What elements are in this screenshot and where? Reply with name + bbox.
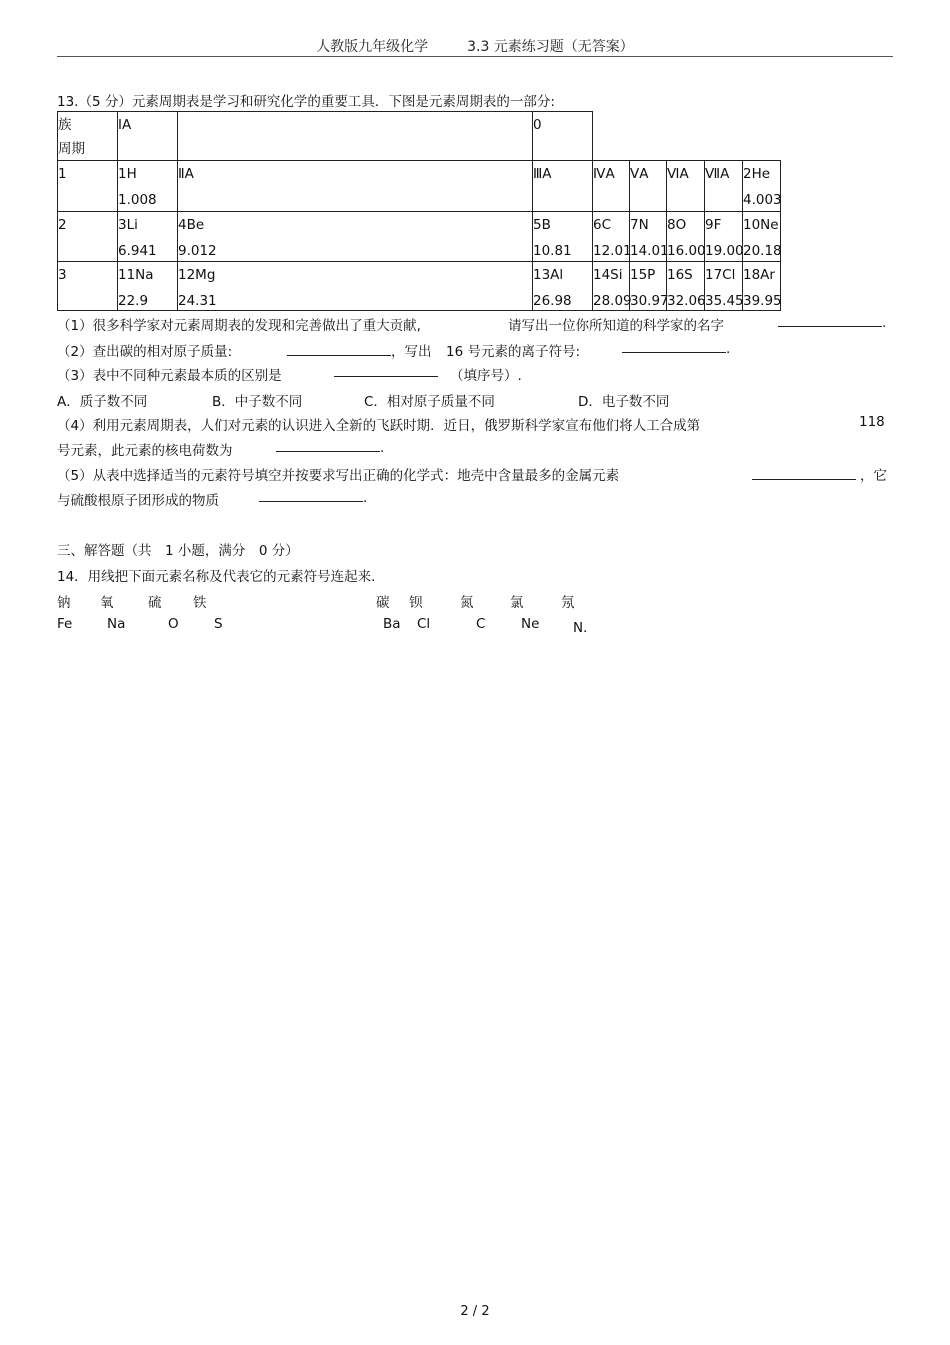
q13-part1 xyxy=(57,314,421,334)
q14-name: 碳 xyxy=(376,595,390,611)
element-mass: 22.9 xyxy=(118,293,149,309)
element-symbol: 4Be xyxy=(178,217,205,233)
element-cell-s xyxy=(666,261,705,311)
group-label: ⅢA xyxy=(533,166,552,182)
q13-title: 13.（5 分）元素周期表是学习和研究化学的重要工具．下图是元素周期表的一部分: xyxy=(57,94,555,110)
answer-blank-4[interactable] xyxy=(334,364,438,381)
group-label: ⅤA xyxy=(630,166,649,182)
q14-name: 铁 xyxy=(193,595,207,611)
group-head-zero xyxy=(532,111,593,161)
element-cell-si xyxy=(592,261,630,311)
element-symbol: 9F xyxy=(705,217,722,233)
element-symbol: 14Si xyxy=(593,267,623,283)
answer-line[interactable] xyxy=(287,343,391,356)
q13-part1-prompt: 请写出一位你所知道的科学家的名字 xyxy=(508,318,724,334)
element-symbol: 18Ar xyxy=(743,267,775,283)
q13-part4-b: 号元素，此元素的核电荷数为 xyxy=(57,443,233,459)
group-label-iia: ⅡA xyxy=(178,166,194,182)
q13-part1-text: （1）很多科学家对元素周期表的发现和完善做出了重大贡献, xyxy=(57,318,421,334)
element-cell-li xyxy=(117,211,178,262)
q13-part2-c xyxy=(446,340,580,360)
element-mass: 30.97 xyxy=(630,293,669,309)
period-2 xyxy=(57,211,118,262)
period-label: 3 xyxy=(58,267,67,283)
group-label: ⅦA xyxy=(705,166,730,182)
element-cell-n xyxy=(629,211,667,262)
element-symbol: 2He xyxy=(743,166,771,182)
element-symbol: 7N xyxy=(630,217,649,233)
period-label: 1 xyxy=(58,166,67,182)
element-mass: 16.00 xyxy=(667,243,706,259)
answer-line[interactable] xyxy=(334,364,438,377)
q14-symbol: Cl xyxy=(417,616,431,632)
q14-title: 14．用线把下面元素名称及代表它的元素符号连起来. xyxy=(57,569,376,585)
q14-symbol: S xyxy=(214,616,223,632)
answer-blank-1[interactable] xyxy=(778,314,886,331)
answer-line[interactable] xyxy=(276,439,380,452)
page-number: 2 / 2 xyxy=(460,1304,490,1319)
corner-top: 族 xyxy=(58,117,72,133)
element-symbol: 15P xyxy=(630,267,656,283)
element-mass: 39.95 xyxy=(743,293,782,309)
q14-name: 硫 xyxy=(148,595,162,611)
element-mass: 10.81 xyxy=(533,243,572,259)
answer-line[interactable] xyxy=(259,489,363,502)
q14-name: 氮 xyxy=(460,595,474,611)
element-symbol: 13Al xyxy=(533,267,564,283)
element-cell-be xyxy=(177,211,533,262)
element-mass: 24.31 xyxy=(178,293,217,309)
element-mass: 19.00 xyxy=(705,243,744,259)
q13-part3-b xyxy=(450,364,522,384)
q13-part5-b: 与硫酸根原子团形成的物质 xyxy=(57,493,219,509)
period-label: 2 xyxy=(58,217,67,233)
group-head-va xyxy=(629,160,667,212)
answer-blank-5[interactable] xyxy=(276,439,384,456)
element-symbol: 6C xyxy=(593,217,612,233)
element-symbol: 3Li xyxy=(118,217,138,233)
group-head-viia xyxy=(704,160,743,212)
group-label-ia: ⅠA xyxy=(118,117,132,133)
element-mass: 6.941 xyxy=(118,243,157,259)
q14-symbol: O xyxy=(168,616,179,632)
corner-bottom: 周期 xyxy=(58,141,85,157)
q14-symbol: C xyxy=(476,616,486,632)
element-symbol: 8O xyxy=(667,217,687,233)
q13-part3 xyxy=(57,364,282,384)
element-symbol: 12Mg xyxy=(178,267,216,283)
element-cell-ne xyxy=(742,211,781,262)
group-head-via xyxy=(666,160,705,212)
element-cell-c xyxy=(592,211,630,262)
element-symbol: 1H xyxy=(118,166,137,182)
q13-part2 xyxy=(57,340,232,360)
element-mass: 28.09 xyxy=(593,293,632,309)
answer-line[interactable] xyxy=(622,340,726,353)
page-header xyxy=(0,36,950,56)
header-right: 3.3 元素练习题（无答案） xyxy=(467,39,634,55)
group-label: ⅥA xyxy=(667,166,689,182)
q14-name: 氧 xyxy=(100,595,114,611)
table-corner xyxy=(57,111,118,161)
element-mass: 12.01 xyxy=(593,243,632,259)
q14-name: 钡 xyxy=(409,595,423,611)
element-mass: 9.012 xyxy=(178,243,217,259)
q13-part2-prompt: 16 号元素的离子符号: xyxy=(446,344,581,360)
period-mark: . xyxy=(380,440,385,456)
header-rule xyxy=(57,56,893,57)
q14-name: 氖 xyxy=(561,595,575,611)
element-cell-na xyxy=(117,261,178,311)
q13-part3-text: （3）表中不同种元素最本质的区别是 xyxy=(57,368,282,384)
option-a[interactable]: A．质子数不同 xyxy=(57,394,148,410)
answer-blank-6[interactable] xyxy=(752,464,887,484)
q14-name: 氯 xyxy=(510,595,524,611)
element-cell-b xyxy=(532,211,593,262)
element-cell-h xyxy=(117,160,178,212)
group-head-iia xyxy=(177,160,533,212)
period-1 xyxy=(57,160,118,212)
q14-symbol: Na xyxy=(107,616,126,632)
q14-name: 钠 xyxy=(57,595,71,611)
q14-symbol: Ba xyxy=(383,616,401,632)
group-label: ⅣA xyxy=(593,166,615,182)
period-mark: . xyxy=(882,315,887,331)
q13-part4: （4）利用元素周期表，人们对元素的认识进入全新的飞跃时期．近日，俄罗斯科学家宣布他们将人工合成第 xyxy=(57,418,701,434)
group-head-iiia xyxy=(532,160,593,212)
option-b[interactable]: B．中子数不同 xyxy=(212,394,303,410)
q13-part4-num: 118 xyxy=(859,414,885,430)
element-symbol: 16S xyxy=(667,267,693,283)
header-left: 人教版九年级化学 xyxy=(316,39,429,55)
group-label-zero: 0 xyxy=(533,117,542,133)
element-mass: 20.18 xyxy=(743,243,782,259)
answer-line[interactable] xyxy=(752,467,856,480)
q14-symbol: N． xyxy=(573,620,597,636)
group-head-iva xyxy=(592,160,630,212)
element-mass: 4.003 xyxy=(743,192,782,208)
q13-part5: （5）从表中选择适当的元素符号填空并按要求写出正确的化学式：地壳中含量最多的金属元素 xyxy=(57,468,620,484)
period-3 xyxy=(57,261,118,311)
q13-part2-mid: ，写出 xyxy=(391,344,432,360)
element-mass: 1.008 xyxy=(118,192,157,208)
group-head-ia xyxy=(117,111,178,161)
answer-blank-2[interactable] xyxy=(287,340,432,360)
element-cell-o xyxy=(666,211,705,262)
period-mark: . xyxy=(726,341,731,357)
element-symbol: 11Na xyxy=(118,267,154,283)
element-mass: 35.45 xyxy=(705,293,744,309)
element-mass: 32.06 xyxy=(667,293,706,309)
period-mark: . xyxy=(363,490,368,506)
element-symbol: 17Cl xyxy=(705,267,736,283)
element-mass: 14.01 xyxy=(630,243,669,259)
element-cell-f xyxy=(704,211,743,262)
answer-blank-3[interactable] xyxy=(622,340,730,357)
element-mass: 26.98 xyxy=(533,293,572,309)
q13-part3-suffix: （填序号）. xyxy=(450,368,522,384)
q13-part1-b xyxy=(508,314,724,334)
element-symbol: 5B xyxy=(533,217,551,233)
element-cell-he xyxy=(742,160,781,212)
element-cell-cl xyxy=(704,261,743,311)
option-d[interactable]: D．电子数不同 xyxy=(578,394,670,410)
q13-part2-text: （2）查出碳的相对原子质量: xyxy=(57,344,233,360)
element-cell-ar xyxy=(742,261,781,311)
section-3-title: 三、解答题（共 1 小题，满分 0 分） xyxy=(57,543,299,559)
answer-blank-7[interactable] xyxy=(259,489,367,506)
element-symbol: 10Ne xyxy=(743,217,779,233)
option-c[interactable]: C．相对原子质量不同 xyxy=(364,394,495,410)
q14-symbol: Ne xyxy=(521,616,540,632)
element-cell-p xyxy=(629,261,667,311)
answer-line[interactable] xyxy=(778,314,882,327)
element-cell-al xyxy=(532,261,593,311)
element-cell-mg xyxy=(177,261,533,311)
q13-part5-it: ，它 xyxy=(860,468,887,484)
q14-symbol: Fe xyxy=(57,616,73,632)
table-gap-top xyxy=(177,111,533,161)
